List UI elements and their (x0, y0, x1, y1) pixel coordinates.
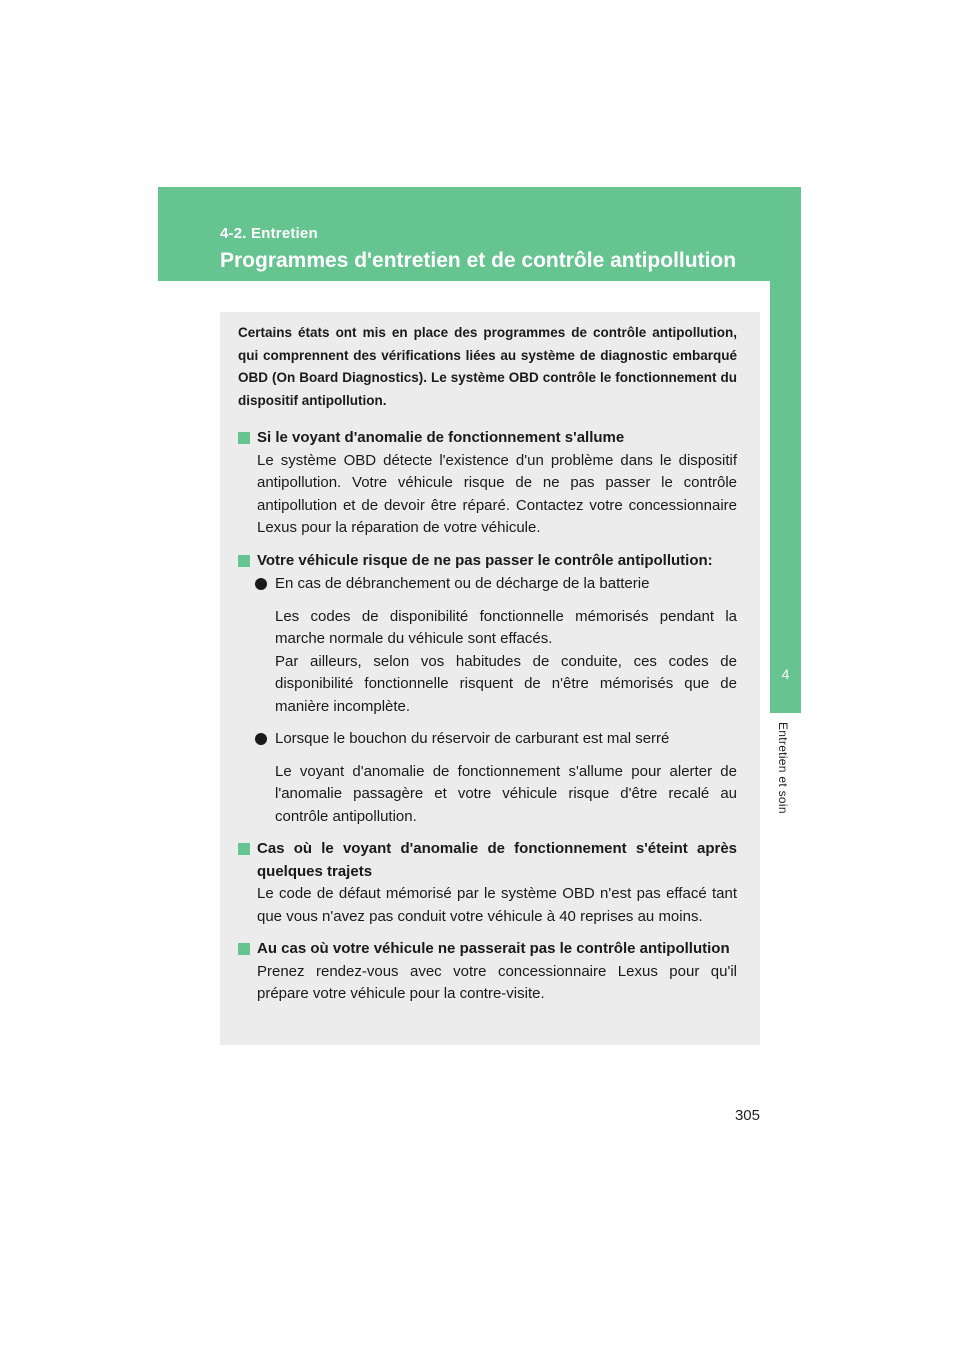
info-content (238, 322, 737, 1016)
bullet-item (238, 573, 737, 596)
intro-paragraph: Certains états ont mis en place des programmes de contrôle antipollution, qui comprennent des vérifications liées au système de diagnostic embarqué OBD (On Board Diagnostics). Le système OBD contrôle le fonctionnement du dispositif antipollution. (238, 325, 737, 408)
bullet-text: Le voyant d'anomalie de fonctionnement s'allume pour alerter de l'anomalie passagère et votre véhicule risque d'être recalé au contrôle antipollution. (275, 762, 737, 825)
section-heading-text: Votre véhicule risque de ne pas passer le contrôle antipollution: (257, 551, 713, 569)
section-heading-text: Si le voyant d'anomalie de fonctionnement s'allume (257, 429, 625, 446)
section-text: Prenez rendez-vous avec votre concessionnaire Lexus pour qu'il prépare votre véhicule pour la contre-visite. (257, 962, 737, 1002)
bullet-text (238, 606, 737, 719)
bullet-text-line: Les codes de disponibilité fonctionnelle mémorisés pendant la marche normale du véhicule sont effacés. (275, 607, 737, 647)
bullet-label: En cas de débranchement ou de décharge de la batterie (275, 575, 650, 592)
chapter-header (158, 187, 801, 281)
square-bullet-icon (238, 843, 250, 855)
bullet-label: Lorsque le bouchon du réservoir de carburant est mal serré (275, 730, 670, 747)
page-title: Programmes d'entretien et de contrôle antipollution (220, 249, 737, 272)
chapter-tab (770, 280, 801, 713)
section-heading (238, 550, 737, 573)
round-bullet-icon (255, 733, 267, 745)
section-heading (238, 427, 737, 450)
section-text: Le code de défaut mémorisé par le système OBD n'est pas effacé tant que vous n'avez pas conduit votre véhicule à 40 reprises au moins. (257, 885, 737, 925)
round-bullet-icon (255, 578, 267, 590)
bullet-item (238, 728, 737, 751)
section-heading-text: Au cas où votre véhicule ne passerait pas le contrôle antipollution (257, 940, 730, 957)
square-bullet-icon (238, 943, 250, 955)
section-label: 4-2. Entretien (220, 225, 318, 242)
page-number: 305 (734, 1107, 760, 1124)
section-heading-text: Cas où le voyant d'anomalie de fonctionnement s'éteint après quelques trajets (257, 840, 737, 880)
square-bullet-icon (238, 432, 250, 444)
chapter-tab-label: Entretien et soin (776, 722, 790, 814)
chapter-tab-number: 4 (781, 666, 790, 682)
bullet-text-line: Par ailleurs, selon vos habitudes de conduite, ces codes de disponibilité fonctionnelle risquent de n'être mémorisés que de manière incomplète. (275, 652, 737, 715)
section-heading (238, 938, 737, 961)
section-text: Le système OBD détecte l'existence d'un problème dans le dispositif antipollution. Votre véhicule risque de ne pas passer le contrôle antipollution et de devoir être réparé. Contactez votre concessionnaire Lexus pour la réparation de votre véhicule. (257, 451, 737, 536)
section-heading (238, 838, 737, 883)
square-bullet-icon (238, 555, 250, 567)
